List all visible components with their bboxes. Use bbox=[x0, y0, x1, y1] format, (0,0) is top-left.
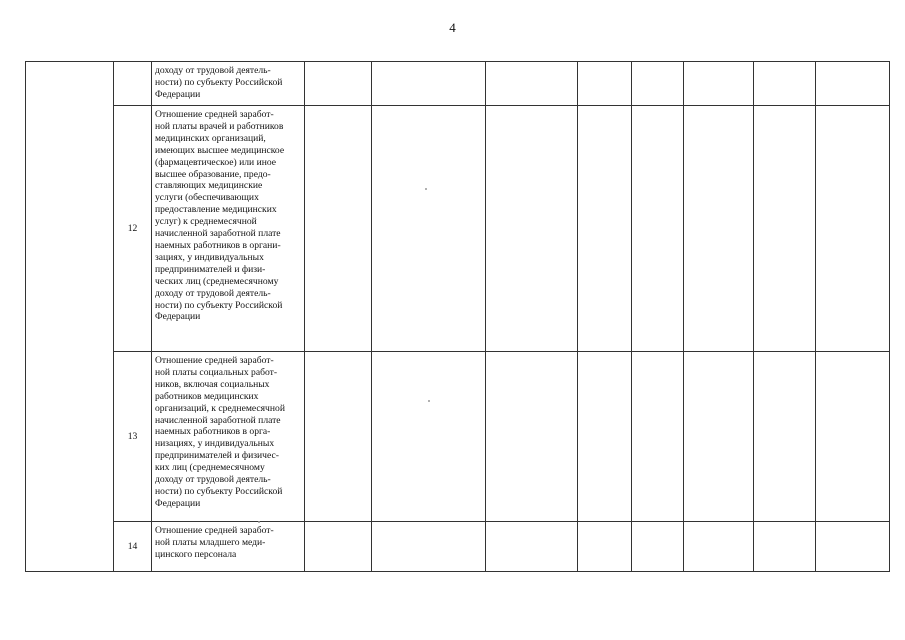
value-cell bbox=[632, 62, 684, 106]
indicator-description: Отношение средней заработ- ной платы младшего меди- цинского персонала bbox=[152, 522, 305, 572]
value-cell bbox=[578, 62, 632, 106]
value-cell bbox=[305, 352, 372, 522]
value-cell bbox=[305, 62, 372, 106]
scan-speck bbox=[428, 400, 430, 402]
value-cell bbox=[578, 522, 632, 572]
indicator-description: доходу от трудовой деятель- ности) по субъекту Российской Федерации bbox=[152, 62, 305, 106]
value-cell bbox=[632, 106, 684, 352]
value-cell bbox=[632, 522, 684, 572]
value-cell bbox=[305, 522, 372, 572]
value-cell bbox=[486, 62, 578, 106]
page-number: 4 bbox=[449, 20, 456, 35]
value-cell bbox=[578, 106, 632, 352]
value-cell bbox=[372, 352, 486, 522]
value-cell bbox=[486, 522, 578, 572]
table-row bbox=[26, 62, 890, 106]
indicator-description: Отношение средней заработ- ной платы социальных работ- ников, включая социальных работников медицинских организаций, к среднемесячной начисленной заработной плате наемных работников в орга- низациях, у индивидуальных предпринимателей и физичес- ких лиц (среднемесячному доходу от трудовой деятель- ности) по субъекту Российской Федерации bbox=[152, 352, 305, 522]
value-cell bbox=[486, 352, 578, 522]
value-cell bbox=[578, 352, 632, 522]
value-cell bbox=[816, 62, 890, 106]
row-number: 14 bbox=[114, 522, 152, 572]
table-row bbox=[26, 522, 890, 572]
value-cell bbox=[684, 522, 754, 572]
indicator-description: Отношение средней заработ- ной платы врачей и работников медицинских организаций, имеющих высшее медицинское (фармацевтическое) или иное высшее образование, предо- ставляющих медицинские услуги (обеспечивающих предоставление медицинских услуг) к среднемесячной начисленной заработной плате наемных работников в органи- зациях, у индивидуальных предпринимателей и физи- ческих лиц (среднемесячному доходу от трудовой деятель- ности) по субъекту Российской Федерации bbox=[152, 106, 305, 352]
value-cell bbox=[816, 522, 890, 572]
value-cell bbox=[684, 352, 754, 522]
scan-speck bbox=[425, 188, 427, 190]
value-cell bbox=[754, 106, 816, 352]
value-cell bbox=[372, 62, 486, 106]
table-row bbox=[26, 106, 890, 352]
value-cell bbox=[372, 106, 486, 352]
value-cell bbox=[684, 106, 754, 352]
value-cell bbox=[305, 106, 372, 352]
row-number: 12 bbox=[114, 106, 152, 352]
value-cell bbox=[486, 106, 578, 352]
value-cell bbox=[372, 522, 486, 572]
row-number: 13 bbox=[114, 352, 152, 522]
scan-speck bbox=[258, 521, 260, 523]
row-number bbox=[114, 62, 152, 106]
value-cell bbox=[754, 62, 816, 106]
value-cell bbox=[816, 352, 890, 522]
table-row bbox=[26, 352, 890, 522]
value-cell bbox=[816, 106, 890, 352]
indicator-table bbox=[25, 61, 890, 572]
value-cell bbox=[684, 62, 754, 106]
section-cell bbox=[26, 62, 114, 572]
value-cell bbox=[754, 522, 816, 572]
value-cell bbox=[632, 352, 684, 522]
value-cell bbox=[754, 352, 816, 522]
